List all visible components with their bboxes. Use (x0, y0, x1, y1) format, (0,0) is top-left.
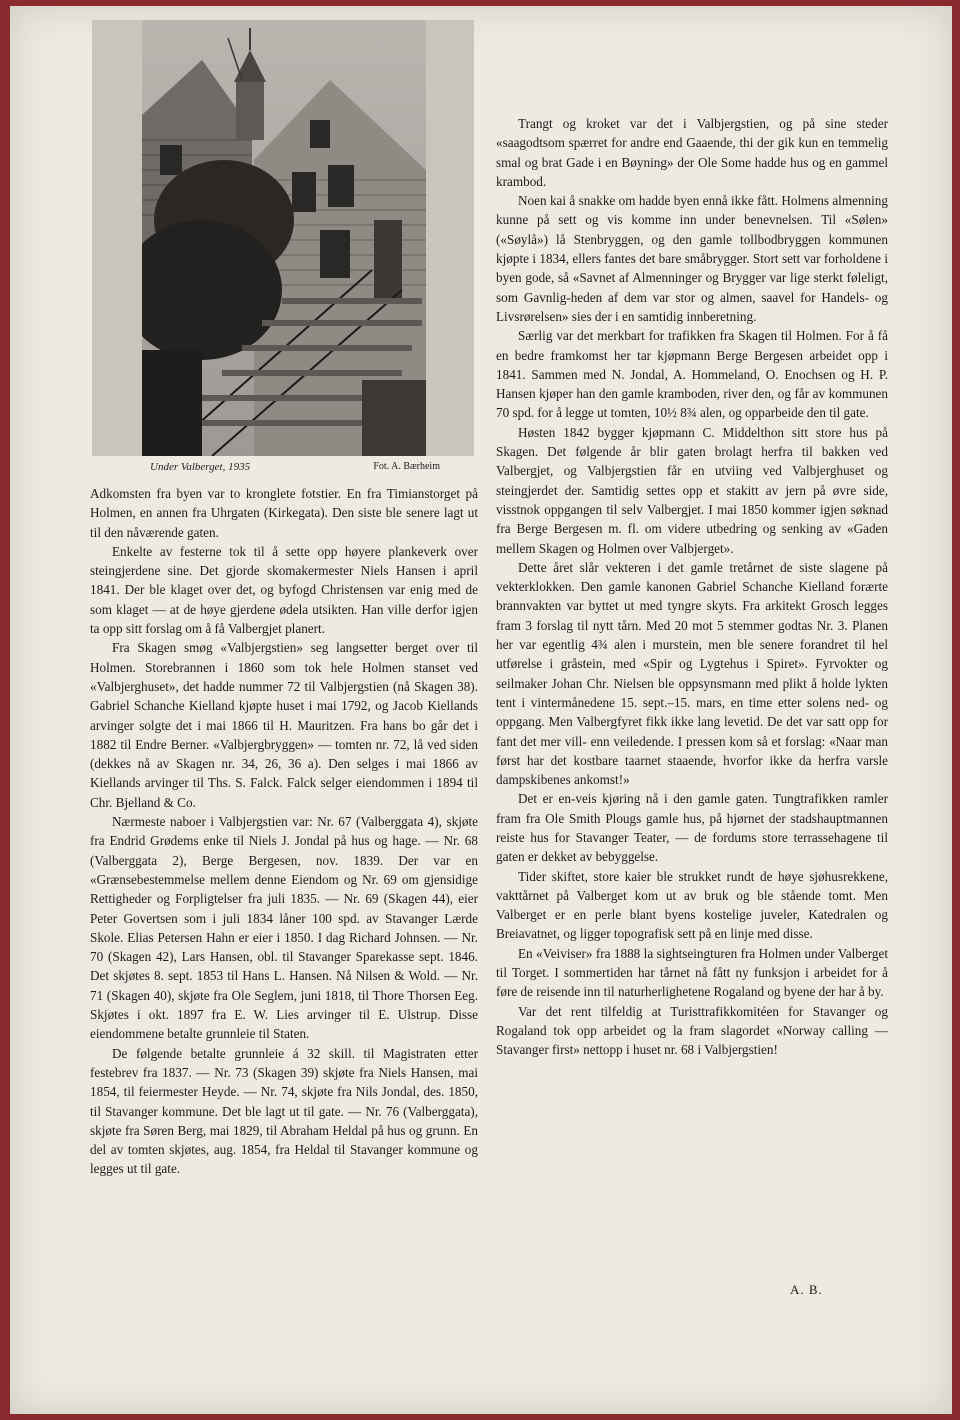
photo-caption (150, 461, 440, 477)
paragraph: Trangt og kroket var det i Valbjergstien, og på sine steder «saagodtsom spærret for andre end Gaaende, thi der gik kun en temmelig smal og brat Gade i en Bøyning» der Ole Some hadde hus og en gammel krambod. (496, 116, 888, 189)
paragraph: En «Veiviser» fra 1888 la sightseingturen fra Holmen under Valberget til Torget. I sommertiden har tårnet nå fått ny funksjon i arbeidet for å føre de reisende inn til naturherlighetene Rogaland og byene der har å by. (496, 945, 888, 1000)
page (10, 6, 952, 1414)
caption-title: Under Valberget, 1935 (150, 461, 251, 473)
paragraph: Adkomsten fra byen var to kronglete fotstier. En fra Timianstorget på Holmen, en annen fra Uhrgaten (Kirkegata). Den siste ble senere lagt ut til den nåværende gaten. (90, 486, 478, 540)
left-column (90, 484, 478, 1179)
photo-frame (92, 20, 474, 456)
right-column (496, 114, 888, 1060)
paragraph: Tider skiftet, store kaier ble strukket rundt de høye sjøhusrekkene, vakttårnet på Valberget kom ut av bruk og ble stående tomt. Men Valberget er en perle blant byens kostelige juveler, Katedralen og Breiavatnet, og ligger topografisk sett på en linje med disse. (496, 868, 888, 942)
paragraph: Dette året slår vekteren i det gamle tretårnet de siste slagene på vekterklokken. Den gamle kanonen Gabriel Schanche Kielland forærte brannvakten var byttet ut med tyngre skyts. Fra arkitekt Grosch legges fram 3 forslag til nytt tårn. Med 20 mot 5 stemmer godtas Nr. 3. Planen her var egentlig 4¾ alen i murstein, men ble senere forandret til hel utførelse i gråstein, med «Spir og Lygtehus i Spiret». Fyrvokter og seilmaker Johan Chr. Nielsen ble oppsynsmann med plikt å holde lykten tent i vintermånedene 15. sept.–15. mars, en time etter solens ned- og oppgang. Men Valbergfyret fikk ikke lang levetid. De det var satt opp for fant det mer vill- enn veiledende. I pressen kom så et forslag: «Naar man først har det kostbare taarnet staaende, hvorfor ikke da herfra varsle dampskibenes ankomst!» (496, 559, 888, 788)
paragraph: Nærmeste naboer i Valbjergstien var: Nr. 67 (Valberggata 4), skjøte fra Endrid Grødems enke til Niels J. Jondal på hus og hage. — Nr. 68 (Valberggata 2), Berge Bergesen, nov. 1839. Der var en «Grænsebestemmelse mellem denne Eiendom og Nr. 69 om gjensidige Rettigheder og Forpligtelser fra juli 1835. — Nr. 69 (Skagen 44), eier Peter Govertsen som i juli 1834 låner 100 spd. av Stavanger Lærde Skole. Elias Petersen Hahn er eier i 1850. I dag Richard Johnsen. — Nr. 70 (Skagen 42), Lars Hansen, obl. til Stavanger Sparekasse sept. 1846. Det skjøtes 8. sept. 1853 til Hans L. Hansen. Nå Nilsen & Wold. — Nr. 71 (Skagen 40), skjøte fra Ole Seglem, juni 1818, til Thore Thorsen Eeg. Skjøtes i okt. 1897 fra E. W. Lies arvinger til E. Ulstrup. Disse eiendommene betalte grunnleie til Staten. (90, 814, 478, 1042)
paragraph: Enkelte av festerne tok til å sette opp høyere plankeverk over steingjerdene sine. Det gjorde skomakermester Niels Hansen i april 1841. Der ble klaget over det, og byfogd Christensen var enig med de som klaget — at de høye gjerdene ødela utsikten. Han ville derfor igjen ta opp sitt forslag om å få Valbergjet planert. (90, 543, 478, 637)
paragraph: De følgende betalte grunnleie á 32 skill. til Magistraten etter festebrev fra 1837. — Nr. 73 (Skagen 39) skjøte fra Niels Hansen, mai 1854, til feiermester Heyde. — Nr. 74, skjøte fra Nils Jondal, des. 1850, til Stavanger kommune. Det ble lagt ut til gate. — Nr. 76 (Valberggata), skjøte fra Søren Berg, mai 1829, til Abraham Heldal på hus og grunn. En del av tomten skjøtes, aug. 1854, fra Heldal til Stavanger kommune og legges ut til gate. (90, 1045, 478, 1177)
paragraph: Noen kai å snakke om hadde byen ennå ikke fått. Holmens almenning kunne på sett og vis komme inn under benevnelsen. Til «Sølen» («Søylå») lå Stenbryggen, og den gamle tollbodbryggen kommunen kjøpte i 1834, ellers fantes det bare småbrygger. Stort sett var forholdene i byen gode, så «Savnet af Almenninger og Brygger var lige sterkt føleligt, som Gavnlig-heden af dem var stor og almen, saavel for Handels- og Livsrørelsen» sies der i en samtidig innberetning. (496, 193, 888, 324)
paragraph: Det er en-veis kjøring nå i den gamle gaten. Tungtrafikken ramler fram fra Ole Smith Plougs gamle hus, på hjørnet der stadshauptmannen reiste hus for Stavanger Teater, — de fordums store terrassehagene til gaten er dekket av bebyggelse. (496, 791, 888, 865)
author-signature: A. B. (790, 1282, 823, 1297)
paragraph: Var det rent tilfeldig at Turisttrafikkomitéen for Stavanger og Rogaland tok opp arbeidet og la fram slagordet «Norway calling — Stavanger first» nettopp i huset nr. 68 i Valbjergstien! (496, 1003, 888, 1058)
paragraph: Høsten 1842 bygger kjøpmann C. Middelthon sitt store hus på Skagen. Det følgende år blir gaten brolagt herfra til bakken ved Valbergjet, og Valbjergstien får en utviing ved Valbjerghuset og steingjerdet der. Samtidig settes opp et stakitt av jern på øvre side, visstnok oppgangen til selv Valbergjet. I mai 1850 kommer igjen søknad fra Berge Bergesen m. fl. om videre utbedring og senking av «Gaden mellem Skagen og Holmen over Valbjerget». (496, 424, 888, 556)
paragraph: Fra Skagen smøg «Valbjergstien» seg langsetter berget over til Holmen. Storebrannen i 1860 som tok hele Holmen stanset ved «Valbjerghuset», det hadde nummer 72 til Valbjergstien (nå Skagen 38). Gabriel Schanche Kielland kjøpte huset i mai 1792, og Jacob Kiellands arvinger solgte det i mai 1866 til H. Mauritzen. Fra hans bo går det i 1882 til Endre Berner. «Valbjergbryggen» — tomten nr. 72, lå ved siden (dekkes nå av Skagen nr. 34, 26, 36 a). Den selges i mai 1866 av Kiellands arvinger til Ths. S. Falck. Falck selger eiendommen i 1894 til Chr. Bjelland & Co. (90, 640, 478, 810)
caption-credit: Fot. A. Bærheim (373, 461, 440, 472)
photo-valberget-houses (142, 20, 426, 456)
paragraph: Særlig var det merkbart for trafikken fra Skagen til Holmen. For å få en bedre framkomst her tar kjøpmann Berge Bergesen arbeidet opp i 1841. Sammen med N. Jondal, A. Hommeland, O. Enochsen og H. P. Hansen kjøper han den gamle kramboden, river den, og får av kommunen 70 spd. for å legge ut tomten, 10½ 8¾ alen, og opparbeide den til gate. (496, 328, 888, 421)
